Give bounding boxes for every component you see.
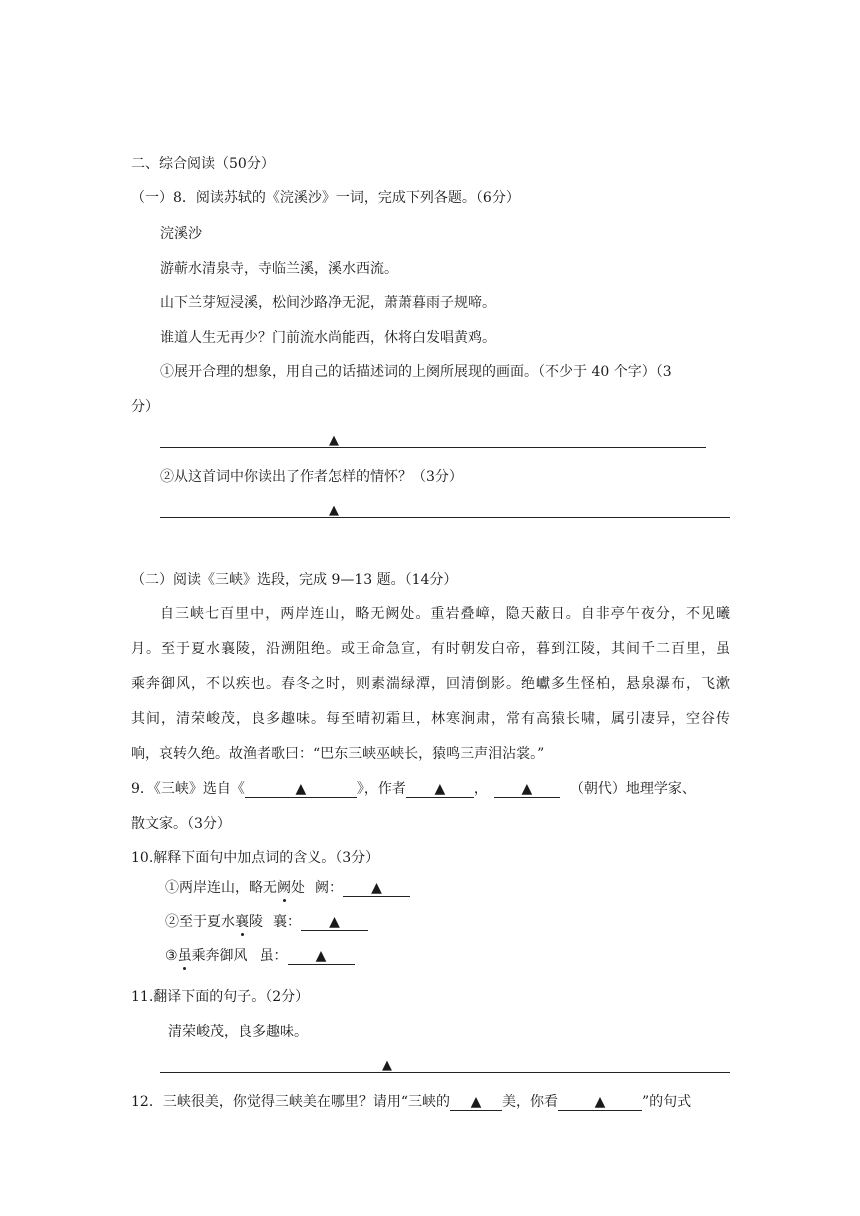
poem-title: 浣溪沙 (160, 226, 202, 242)
question-8-1-cont: 分） (131, 399, 159, 415)
question-10-item: ①两岸连山，略无阙处 阙： ▲ (165, 879, 410, 897)
section-title: 二、综合阅读（50分） (131, 156, 275, 172)
question-12: 12．三峡很美，你觉得三峡美在哪里？请用“三峡的 ▲ 美，你看 ▲ ”的句式 (131, 1094, 692, 1110)
question-9: 9．《三峡》选自《 ▲ 》，作者 ▲ ， ▲ （朝代）地理学家、 (131, 781, 696, 797)
answer-marker: ▲ (329, 433, 339, 448)
answer-blank-dynasty[interactable]: ▲ (494, 781, 560, 798)
passage-line: 其间，清荣峻茂，良多趣味。每至晴初霜旦，林寒涧肃，常有高猿长啸，属引凄异，空谷传 (131, 711, 730, 727)
question-11-sentence: 清荣峻茂，良多趣味。 (168, 1024, 308, 1040)
poem-line: 谁道人生无再少？门前流水尚能西，休将白发唱黄鸡。 (160, 330, 496, 346)
question-9-cont: 散文家。（3分） (131, 816, 231, 832)
answer-marker: ▲ (382, 1058, 392, 1073)
question-11: 11.翻译下面的句子。（2分） (131, 989, 310, 1005)
answer-line-11[interactable] (160, 1072, 730, 1073)
answer-blank-book[interactable]: ▲ (245, 781, 357, 798)
answer-blank[interactable]: ▲ (343, 880, 410, 897)
question-10-item: ②至于夏水襄陵 襄： ▲ (165, 913, 368, 931)
dotted-word: 虽 (177, 948, 192, 964)
dotted-word: 阙 (277, 880, 291, 896)
answer-marker: ▲ (329, 503, 339, 518)
dotted-word: 襄 (235, 914, 249, 930)
question-10-item: ③虽乘奔御风 虽： ▲ (165, 947, 355, 965)
poem-line: 山下兰芽短浸溪，松间沙路净无泥，萧萧暮雨子规啼。 (160, 295, 496, 311)
question-8-1: ①展开合理的想象，用自己的话描述词的上阕所展现的画面。（不少于 40 个字）（3 (160, 364, 672, 380)
answer-blank[interactable]: ▲ (301, 914, 368, 931)
part1-prompt: （一）8．阅读苏轼的《浣溪沙》一词，完成下列各题。（6分） (131, 190, 520, 206)
passage-line: 乘奔御风，不以疾也。春冬之时，则素湍绿潭，回清倒影。绝巘多生怪柏，悬泉瀑布，飞漱 (131, 676, 730, 692)
answer-blank-author[interactable]: ▲ (406, 781, 474, 798)
passage-line: 响，哀转久绝。故渔者歌曰：“巴东三峡巫峡长，猿鸣三声泪沾裳。” (131, 746, 545, 762)
question-10: 10.解释下面句中加点词的含义。（3分） (131, 850, 380, 866)
poem-preface: 游蕲水清泉寺，寺临兰溪，溪水西流。 (160, 261, 398, 277)
answer-line-8-1[interactable] (160, 447, 706, 448)
answer-blank[interactable]: ▲ (558, 1094, 642, 1111)
answer-blank[interactable]: ▲ (288, 948, 355, 965)
answer-blank[interactable]: ▲ (450, 1094, 502, 1111)
passage-line: 自三峡七百里中，两岸连山，略无阙处。重岩叠嶂，隐天蔽日。自非亭午夜分，不见曦 (160, 606, 730, 622)
part2-prompt: （二）阅读《三峡》选段，完成 9—13 题。（14分） (131, 572, 458, 588)
question-8-2: ②从这首词中你读出了作者怎样的情怀？（3分） (160, 469, 463, 485)
passage-line: 月。至于夏水襄陵，沿溯阻绝。或王命急宣，有时朝发白帝，暮到江陵，其间千二百里，虽 (131, 641, 730, 657)
answer-line-8-2[interactable] (160, 517, 730, 518)
